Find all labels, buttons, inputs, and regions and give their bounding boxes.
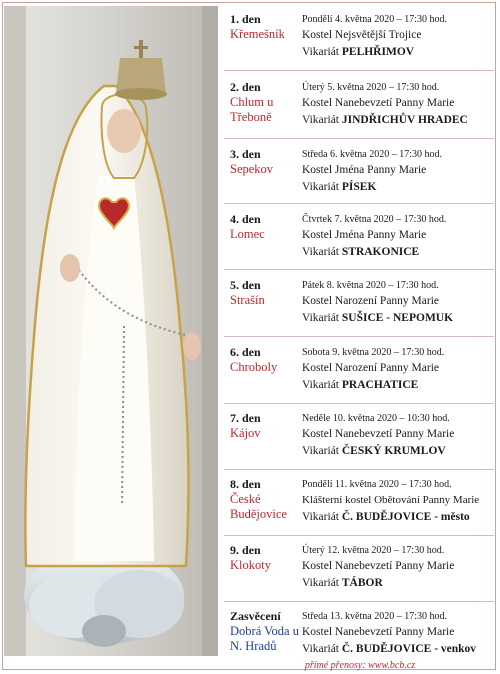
vicariate-name: PÍSEK [341,181,377,193]
vicariate-name: Č. BUDĚJOVICE - město [341,511,470,523]
day-label: 8. den [230,477,261,491]
vicariate [302,510,498,525]
vicariate [302,642,498,657]
separator-line [224,535,494,536]
vicariate-prefix: Vikariát [302,46,342,58]
statue-photo [4,6,218,656]
vicariate [302,311,498,326]
day-label: Zasvěcení [230,609,281,623]
vicariate-prefix: Vikariát [302,312,342,324]
event-datetime: Pátek 8. května 2020 – 17:30 hod. [302,280,439,291]
day-label: 9. den [230,543,261,557]
place-name: Sepekov [230,162,274,176]
vicariate-prefix: Vikariát [302,379,342,391]
vicariate-prefix: Vikariát [302,246,342,258]
event-datetime: Středa 6. května 2020 – 17:30 hod. [302,149,442,160]
event-datetime: Čtvrtek 7. května 2020 – 17:30 hod. [302,214,447,225]
day-label: 4. den [230,212,261,226]
separator-line [224,203,494,204]
vicariate-prefix: Vikariát [302,643,342,655]
day-label: 2. den [230,80,261,94]
event-datetime: Středa 13. května 2020 – 17:30 hod. [302,611,447,622]
place-name: Dobrá Voda u N. Hradů [230,624,299,653]
vicariate [302,576,498,591]
church-name: Kostel Narození Panny Marie [302,295,440,307]
broadcast-footer: přímé přenosy: www.bcb.cz [304,660,416,671]
event-datetime: Neděle 10. května 2020 – 10:30 hod. [302,413,450,424]
vicariate-name: PRACHATICE [341,379,419,391]
place-name: Strašín [230,293,265,307]
vicariate-prefix: Vikariát [302,114,342,126]
separator-line [224,601,494,602]
place-name: Kájov [230,426,261,440]
place-name: Chroboly [230,360,278,374]
vicariate [302,444,498,459]
church-name: Kostel Jména Panny Marie [302,164,427,176]
church-name: Kostel Narození Panny Marie [302,362,440,374]
church-name: Klášterní kostel Obětování Panny Marie [302,494,480,506]
vicariate [302,245,498,260]
vicariate [302,113,498,128]
event-datetime: Pondělí 11. května 2020 – 17:30 hod. [302,479,452,490]
church-name: Kostel Nanebevzetí Panny Marie [302,560,455,572]
vicariate-name: Č. BUDĚJOVICE - venkov [341,643,477,655]
church-name: Kostel Nanebevzetí Panny Marie [302,97,455,109]
separator-line [224,469,494,470]
day-label: 1. den [230,12,261,26]
vicariate-name: ČESKÝ KRUMLOV [341,445,446,457]
day-label: 7. den [230,411,261,425]
place-name: Chlum u Třeboně [230,95,274,124]
vicariate [302,45,498,60]
day-label: 3. den [230,147,261,161]
place-name: Klokoty [230,558,271,572]
church-name: Kostel Jména Panny Marie [302,229,427,241]
church-name: Kostel Nejsvětější Trojice [302,29,422,41]
novena-schedule [222,0,498,674]
vicariate-prefix: Vikariát [302,445,342,457]
vicariate-name: PELHŘIMOV [341,46,415,58]
separator-line [224,403,494,404]
vicariate-name: JINDŘICHŮV HRADEC [341,114,468,126]
vicariate-name: TÁBOR [341,577,383,589]
day-label: 6. den [230,345,261,359]
vicariate-name: SUŠICE - NEPOMUK [341,312,454,324]
vicariate-name: STRAKONICE [341,246,420,258]
day-label: 5. den [230,278,261,292]
place-name: Lomec [230,227,265,241]
event-datetime: Úterý 5. května 2020 – 17:30 hod. [302,82,440,93]
event-datetime: Pondělí 4. května 2020 – 17:30 hod. [302,14,447,25]
church-name: Kostel Nanebevzetí Panny Marie [302,428,455,440]
event-datetime: Úterý 12. května 2020 – 17:30 hod. [302,545,445,556]
separator-line [224,269,494,270]
separator-line [224,70,494,71]
church-name: Kostel Nanebevzetí Panny Marie [302,626,455,638]
vicariate [302,378,498,393]
event-datetime: Sobota 9. května 2020 – 17:30 hod. [302,347,445,358]
separator-line [224,336,494,337]
vicariate-prefix: Vikariát [302,577,342,589]
separator-line [224,138,494,139]
place-name: Křemešník [230,27,285,41]
vicariate-prefix: Vikariát [302,511,342,523]
vicariate [302,180,498,195]
vicariate-prefix: Vikariát [302,181,342,193]
place-name: České Budějovice [230,492,287,521]
